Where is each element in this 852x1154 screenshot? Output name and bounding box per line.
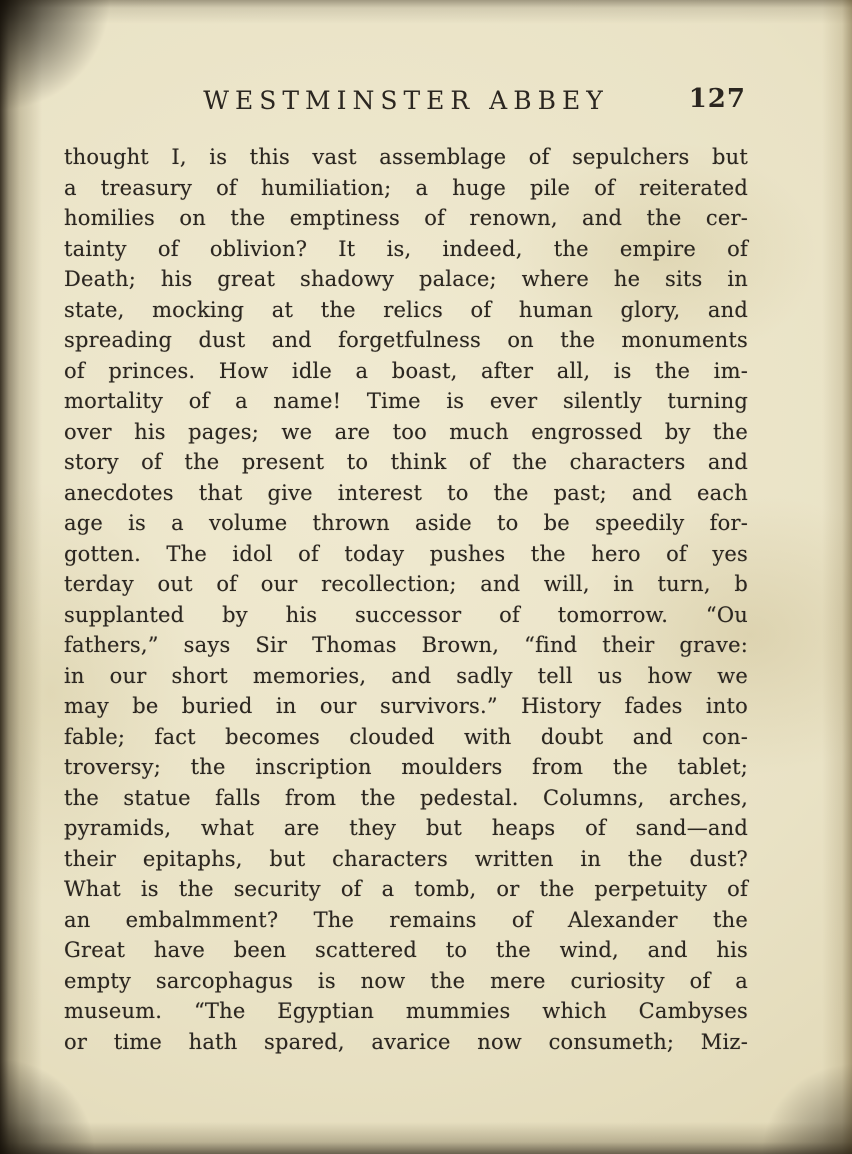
text-line: age is a volume thrown aside to be speedily for- xyxy=(64,511,748,535)
text-line: pyramids, what are they but heaps of sand—and xyxy=(64,816,748,840)
running-title: WESTMINSTER ABBEY xyxy=(203,86,609,115)
text-line: a treasury of humiliation; a huge pile of reiterated xyxy=(64,175,748,200)
page-number: 127 xyxy=(688,84,746,114)
text-line: museum. “The Egyptian mummies which Cambyses xyxy=(64,999,748,1023)
text-line: state, mocking at the relics of human glory, and xyxy=(64,297,748,322)
text-line: terday out of our recollection; and will, in turn, b xyxy=(64,572,748,596)
page-header xyxy=(64,86,748,120)
text-line: anecdotes that give interest to the past; and each xyxy=(64,480,748,505)
text-line: homilies on the emptiness of renown, and the cer- xyxy=(64,206,748,230)
page-body xyxy=(64,142,748,1057)
text-line: the statue falls from the pedestal. Columns, arches, xyxy=(64,785,748,810)
text-line: of princes. How idle a boast, after all, is the im- xyxy=(64,358,748,383)
text-line: Great have been scattered to the wind, and his xyxy=(64,938,748,962)
text-line: supplanted by his successor of tomorrow. “Ou xyxy=(64,602,748,627)
text-line: spreading dust and forgetfulness on the monuments xyxy=(64,328,748,352)
text-line: in our short memories, and sadly tell us how we xyxy=(64,663,748,688)
text-line: may be buried in our survivors.” History fades into xyxy=(64,694,748,718)
text-line: Death; his great shadowy palace; where he sits in xyxy=(64,267,748,291)
text-line: gotten. The idol of today pushes the hero of yes xyxy=(64,541,748,566)
text-line: their epitaphs, but characters written in the dust? xyxy=(64,846,748,871)
text-line: empty sarcophagus is now the mere curiosity of a xyxy=(64,968,748,993)
text-line: tainty of oblivion? It is, indeed, the empire of xyxy=(64,236,748,261)
text-line: over his pages; we are too much engrossed by the xyxy=(64,419,748,444)
text-line: fable; fact becomes clouded with doubt and con- xyxy=(64,724,748,749)
text-column xyxy=(64,0,748,1057)
text-line: or time hath spared, avarice now consumeth; Miz- xyxy=(64,1029,748,1054)
text-line: What is the security of a tomb, or the perpetuity of xyxy=(64,877,748,901)
text-line: story of the present to think of the characters and xyxy=(64,450,748,474)
text-line: fathers,” says Sir Thomas Brown, “find their grave: xyxy=(64,633,748,657)
text-line: mortality of a name! Time is ever silently turning xyxy=(64,389,748,413)
text-line: troversy; the inscription moulders from the tablet; xyxy=(64,755,748,779)
text-line: thought I, is this vast assemblage of sepulchers but xyxy=(64,145,748,169)
text-line: an embalmment? The remains of Alexander the xyxy=(64,907,748,932)
